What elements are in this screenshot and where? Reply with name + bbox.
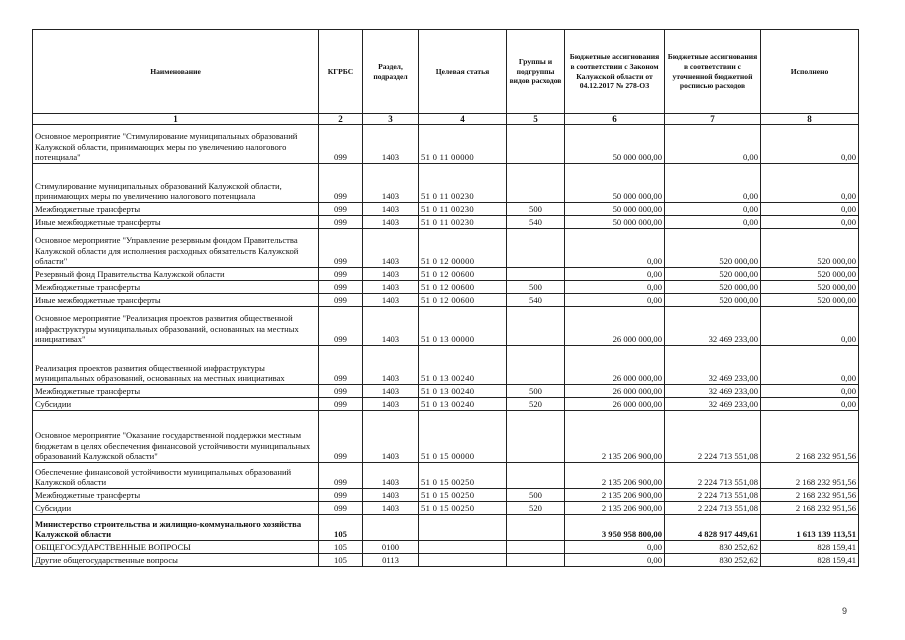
row-group bbox=[507, 229, 565, 268]
row-kgrbs: 099 bbox=[319, 502, 363, 515]
row-law: 26 000 000,00 bbox=[565, 385, 665, 398]
table-row bbox=[33, 463, 859, 489]
table-row bbox=[33, 554, 859, 567]
row-target bbox=[419, 541, 507, 554]
row-law: 2 135 206 900,00 bbox=[565, 489, 665, 502]
row-razdel: 0113 bbox=[363, 554, 419, 567]
row-group: 520 bbox=[507, 398, 565, 411]
row-done: 0,00 bbox=[761, 398, 859, 411]
row-target: 51 0 11 00000 bbox=[419, 125, 507, 164]
budget-table bbox=[32, 29, 859, 567]
row-law: 50 000 000,00 bbox=[565, 164, 665, 203]
row-law: 0,00 bbox=[565, 268, 665, 281]
row-law: 2 135 206 900,00 bbox=[565, 502, 665, 515]
row-law: 0,00 bbox=[565, 294, 665, 307]
row-razdel: 1403 bbox=[363, 281, 419, 294]
row-target: 51 0 11 00230 bbox=[419, 203, 507, 216]
row-refined: 0,00 bbox=[665, 216, 761, 229]
table-header-row bbox=[33, 30, 859, 114]
header-razdel: Раздел, подраздел bbox=[363, 30, 419, 114]
column-number-row bbox=[33, 114, 859, 125]
row-kgrbs: 099 bbox=[319, 398, 363, 411]
row-group: 540 bbox=[507, 216, 565, 229]
row-done: 0,00 bbox=[761, 346, 859, 385]
row-razdel: 1403 bbox=[363, 398, 419, 411]
row-razdel: 1403 bbox=[363, 164, 419, 203]
row-target bbox=[419, 554, 507, 567]
row-law: 26 000 000,00 bbox=[565, 307, 665, 346]
row-name: Субсидии bbox=[33, 398, 319, 411]
row-done: 0,00 bbox=[761, 216, 859, 229]
row-target: 51 0 12 00600 bbox=[419, 294, 507, 307]
row-razdel: 1403 bbox=[363, 294, 419, 307]
row-target: 51 0 12 00000 bbox=[419, 229, 507, 268]
row-refined: 520 000,00 bbox=[665, 268, 761, 281]
row-group bbox=[507, 515, 565, 541]
row-name: Обеспечение финансовой устойчивости муниципальных образований Калужской области bbox=[33, 463, 319, 489]
row-refined: 520 000,00 bbox=[665, 294, 761, 307]
row-refined: 0,00 bbox=[665, 203, 761, 216]
row-done: 0,00 bbox=[761, 307, 859, 346]
row-refined: 2 224 713 551,08 bbox=[665, 463, 761, 489]
table-row bbox=[33, 125, 859, 164]
row-refined: 32 469 233,00 bbox=[665, 307, 761, 346]
row-razdel: 1403 bbox=[363, 268, 419, 281]
row-kgrbs: 099 bbox=[319, 411, 363, 463]
row-group bbox=[507, 307, 565, 346]
row-group bbox=[507, 463, 565, 489]
row-kgrbs: 099 bbox=[319, 216, 363, 229]
row-target: 51 0 13 00000 bbox=[419, 307, 507, 346]
row-done: 520 000,00 bbox=[761, 229, 859, 268]
header-refined: Бюджетные ассигнования в соответствии с уточненной бюджетной росписью расходов bbox=[665, 30, 761, 114]
row-group: 500 bbox=[507, 385, 565, 398]
row-law: 0,00 bbox=[565, 541, 665, 554]
row-target: 51 0 13 00240 bbox=[419, 385, 507, 398]
row-law: 26 000 000,00 bbox=[565, 346, 665, 385]
row-refined: 2 224 713 551,08 bbox=[665, 411, 761, 463]
row-name: ОБЩЕГОСУДАРСТВЕННЫЕ ВОПРОСЫ bbox=[33, 541, 319, 554]
table-body bbox=[33, 125, 859, 567]
row-razdel: 1403 bbox=[363, 489, 419, 502]
row-law: 2 135 206 900,00 bbox=[565, 411, 665, 463]
column-number: 5 bbox=[507, 114, 565, 125]
row-kgrbs: 105 bbox=[319, 554, 363, 567]
row-done: 520 000,00 bbox=[761, 294, 859, 307]
row-target: 51 0 11 00230 bbox=[419, 216, 507, 229]
row-law: 0,00 bbox=[565, 229, 665, 268]
table-row bbox=[33, 229, 859, 268]
row-law: 3 950 958 800,00 bbox=[565, 515, 665, 541]
row-name: Другие общегосударственные вопросы bbox=[33, 554, 319, 567]
row-group: 520 bbox=[507, 502, 565, 515]
row-target bbox=[419, 515, 507, 541]
row-refined: 520 000,00 bbox=[665, 229, 761, 268]
row-refined: 830 252,62 bbox=[665, 541, 761, 554]
table-row bbox=[33, 502, 859, 515]
row-law: 50 000 000,00 bbox=[565, 125, 665, 164]
row-razdel: 1403 bbox=[363, 411, 419, 463]
column-number: 2 bbox=[319, 114, 363, 125]
table-row bbox=[33, 268, 859, 281]
row-name: Межбюджетные трансферты bbox=[33, 385, 319, 398]
row-name: Иные межбюджетные трансферты bbox=[33, 216, 319, 229]
row-target: 51 0 13 00240 bbox=[419, 398, 507, 411]
row-law: 50 000 000,00 bbox=[565, 203, 665, 216]
column-number: 3 bbox=[363, 114, 419, 125]
row-group bbox=[507, 554, 565, 567]
row-name: Межбюджетные трансферты bbox=[33, 489, 319, 502]
row-kgrbs: 099 bbox=[319, 268, 363, 281]
row-name: Основное мероприятие "Стимулирование муниципальных образований Калужской области, принимающих меры по увеличению налогового потенциала" bbox=[33, 125, 319, 164]
row-law: 2 135 206 900,00 bbox=[565, 463, 665, 489]
row-razdel: 1403 bbox=[363, 463, 419, 489]
row-kgrbs: 099 bbox=[319, 385, 363, 398]
row-razdel: 1403 bbox=[363, 502, 419, 515]
row-target: 51 0 11 00230 bbox=[419, 164, 507, 203]
table-row bbox=[33, 515, 859, 541]
row-refined: 32 469 233,00 bbox=[665, 385, 761, 398]
row-name: Основное мероприятие "Оказание государственной поддержки местным бюджетам в целях обеспечения финансовой устойчивости муниципальных образований Калужской области" bbox=[33, 411, 319, 463]
row-refined: 520 000,00 bbox=[665, 281, 761, 294]
row-target: 51 0 15 00000 bbox=[419, 411, 507, 463]
table-row bbox=[33, 398, 859, 411]
table-row bbox=[33, 281, 859, 294]
row-kgrbs: 099 bbox=[319, 203, 363, 216]
row-kgrbs: 099 bbox=[319, 281, 363, 294]
header-law: Бюджетные ассигнования в соответствии с Законом Калужской области от 04.12.2017 № 278-ОЗ bbox=[565, 30, 665, 114]
row-done: 520 000,00 bbox=[761, 268, 859, 281]
header-kgrbs: КГРБС bbox=[319, 30, 363, 114]
row-razdel: 0100 bbox=[363, 541, 419, 554]
row-law: 50 000 000,00 bbox=[565, 216, 665, 229]
table-row bbox=[33, 489, 859, 502]
row-target: 51 0 12 00600 bbox=[419, 268, 507, 281]
row-name: Межбюджетные трансферты bbox=[33, 281, 319, 294]
row-done: 0,00 bbox=[761, 385, 859, 398]
row-kgrbs: 099 bbox=[319, 125, 363, 164]
row-refined: 0,00 bbox=[665, 125, 761, 164]
row-target: 51 0 15 00250 bbox=[419, 502, 507, 515]
column-number: 1 bbox=[33, 114, 319, 125]
page-number: 9 bbox=[842, 606, 848, 616]
row-kgrbs: 099 bbox=[319, 229, 363, 268]
row-kgrbs: 105 bbox=[319, 515, 363, 541]
row-name: Межбюджетные трансферты bbox=[33, 203, 319, 216]
row-refined: 32 469 233,00 bbox=[665, 346, 761, 385]
header-groups: Группы и подгруппы видов расходов bbox=[507, 30, 565, 114]
row-kgrbs: 099 bbox=[319, 294, 363, 307]
table-row bbox=[33, 385, 859, 398]
row-name: Иные межбюджетные трансферты bbox=[33, 294, 319, 307]
table-row bbox=[33, 203, 859, 216]
row-law: 0,00 bbox=[565, 281, 665, 294]
row-done: 828 159,41 bbox=[761, 541, 859, 554]
row-refined: 4 828 917 449,61 bbox=[665, 515, 761, 541]
row-razdel: 1403 bbox=[363, 229, 419, 268]
row-name: Резервный фонд Правительства Калужской области bbox=[33, 268, 319, 281]
row-name: Основное мероприятие "Реализация проектов развития общественной инфраструктуры муниципальных образований, основанных на местных инициативах" bbox=[33, 307, 319, 346]
row-done: 2 168 232 951,56 bbox=[761, 463, 859, 489]
row-refined: 2 224 713 551,08 bbox=[665, 489, 761, 502]
row-razdel bbox=[363, 515, 419, 541]
row-refined: 32 469 233,00 bbox=[665, 398, 761, 411]
header-name: Наименование bbox=[33, 30, 319, 114]
row-law: 26 000 000,00 bbox=[565, 398, 665, 411]
table-row bbox=[33, 164, 859, 203]
row-refined: 830 252,62 bbox=[665, 554, 761, 567]
table-row bbox=[33, 346, 859, 385]
row-done: 2 168 232 951,56 bbox=[761, 502, 859, 515]
row-group: 500 bbox=[507, 203, 565, 216]
row-group bbox=[507, 125, 565, 164]
row-razdel: 1403 bbox=[363, 125, 419, 164]
row-done: 2 168 232 951,56 bbox=[761, 489, 859, 502]
row-razdel: 1403 bbox=[363, 203, 419, 216]
row-done: 0,00 bbox=[761, 164, 859, 203]
row-kgrbs: 099 bbox=[319, 489, 363, 502]
row-kgrbs: 099 bbox=[319, 463, 363, 489]
row-name: Реализация проектов развития общественной инфраструктуры муниципальных образований, основанных на местных инициативах bbox=[33, 346, 319, 385]
row-done: 520 000,00 bbox=[761, 281, 859, 294]
row-target: 51 0 13 00240 bbox=[419, 346, 507, 385]
row-kgrbs: 099 bbox=[319, 346, 363, 385]
table-row bbox=[33, 411, 859, 463]
row-done: 0,00 bbox=[761, 203, 859, 216]
row-target: 51 0 12 00600 bbox=[419, 281, 507, 294]
row-group: 540 bbox=[507, 294, 565, 307]
row-group bbox=[507, 164, 565, 203]
row-kgrbs: 099 bbox=[319, 307, 363, 346]
row-target: 51 0 15 00250 bbox=[419, 489, 507, 502]
row-group bbox=[507, 411, 565, 463]
row-name: Основное мероприятие "Управление резервным фондом Правительства Калужской области для исполнения расходных обязательств Калужской области" bbox=[33, 229, 319, 268]
row-razdel: 1403 bbox=[363, 346, 419, 385]
column-number: 6 bbox=[565, 114, 665, 125]
column-number: 4 bbox=[419, 114, 507, 125]
row-done: 0,00 bbox=[761, 125, 859, 164]
column-number: 7 bbox=[665, 114, 761, 125]
row-group bbox=[507, 268, 565, 281]
row-group: 500 bbox=[507, 281, 565, 294]
table-row bbox=[33, 216, 859, 229]
row-done: 1 613 139 113,51 bbox=[761, 515, 859, 541]
row-name: Субсидии bbox=[33, 502, 319, 515]
header-done: Исполнено bbox=[761, 30, 859, 114]
row-target: 51 0 15 00250 bbox=[419, 463, 507, 489]
column-number: 8 bbox=[761, 114, 859, 125]
row-kgrbs: 099 bbox=[319, 164, 363, 203]
row-razdel: 1403 bbox=[363, 216, 419, 229]
row-done: 2 168 232 951,56 bbox=[761, 411, 859, 463]
row-group: 500 bbox=[507, 489, 565, 502]
table-row bbox=[33, 294, 859, 307]
row-refined: 0,00 bbox=[665, 164, 761, 203]
row-name: Министерство строительства и жилищно-коммунального хозяйства Калужской области bbox=[33, 515, 319, 541]
table-row bbox=[33, 307, 859, 346]
row-name: Стимулирование муниципальных образований Калужской области, принимающих меры по увеличению налогового потенциала bbox=[33, 164, 319, 203]
row-refined: 2 224 713 551,08 bbox=[665, 502, 761, 515]
row-done: 828 159,41 bbox=[761, 554, 859, 567]
row-razdel: 1403 bbox=[363, 385, 419, 398]
header-target: Целевая статья bbox=[419, 30, 507, 114]
row-group bbox=[507, 346, 565, 385]
row-group bbox=[507, 541, 565, 554]
row-kgrbs: 105 bbox=[319, 541, 363, 554]
row-law: 0,00 bbox=[565, 554, 665, 567]
table-row bbox=[33, 541, 859, 554]
row-razdel: 1403 bbox=[363, 307, 419, 346]
